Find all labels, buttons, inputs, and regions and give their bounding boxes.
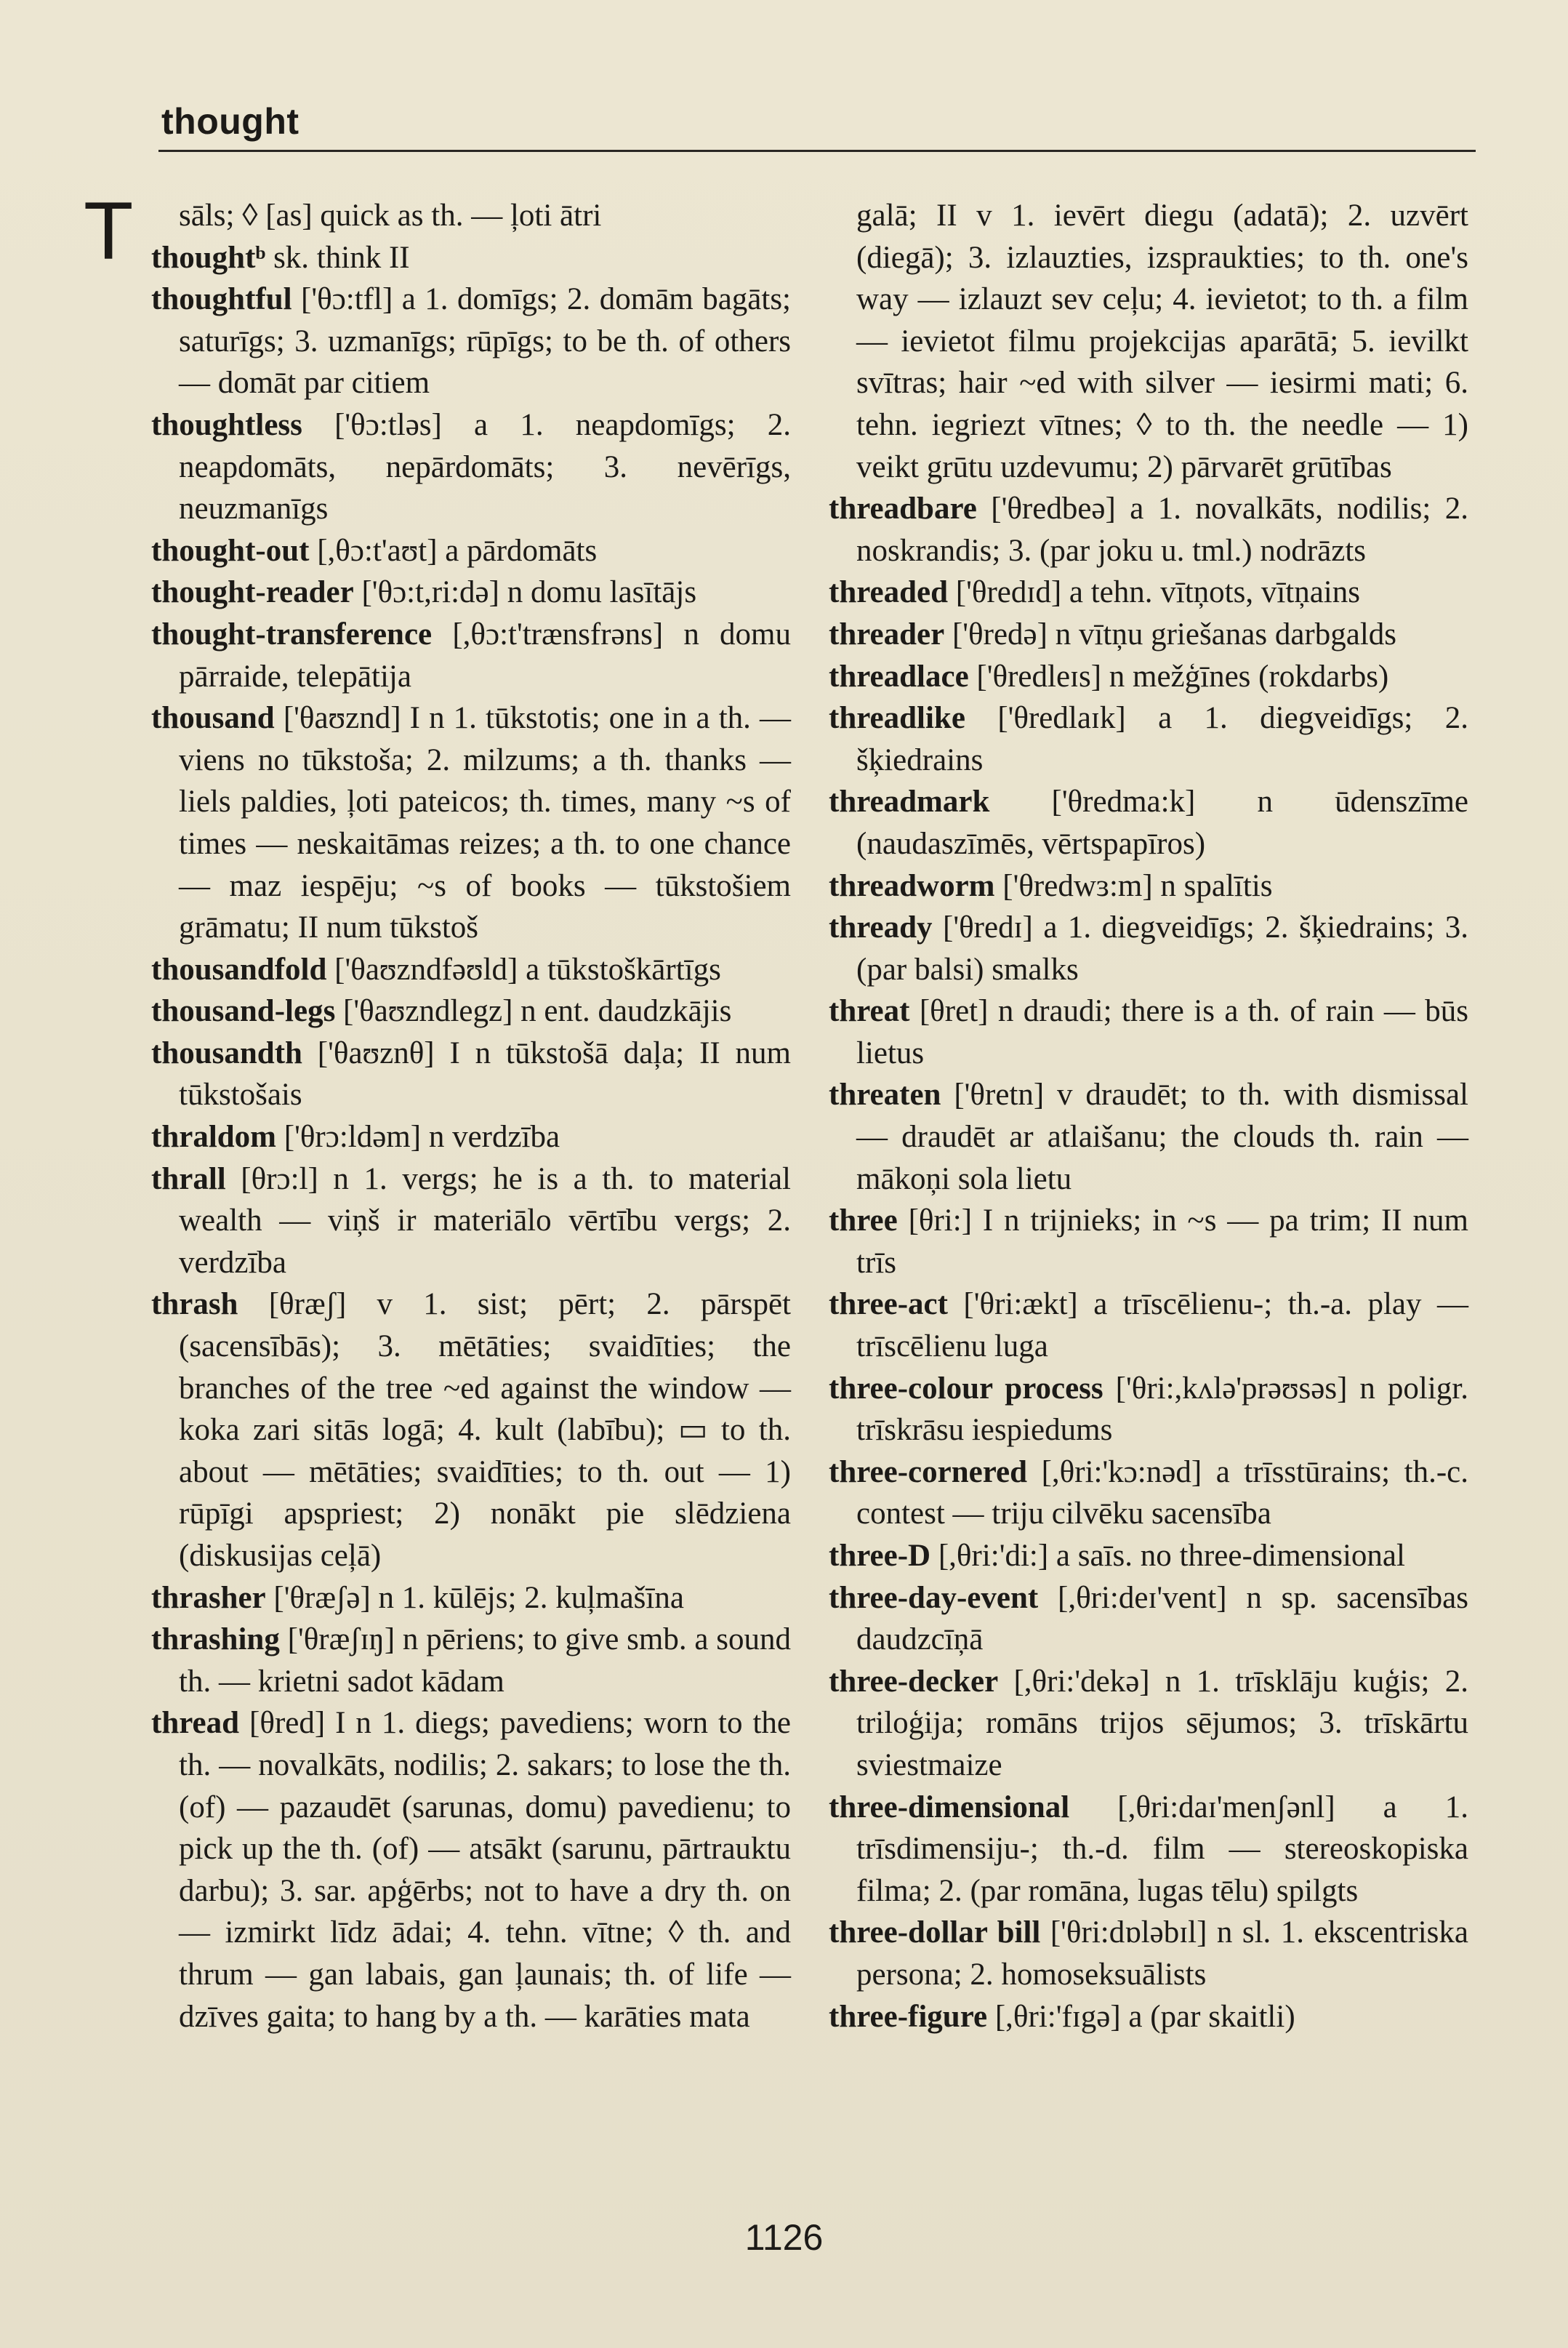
dictionary-entry bbox=[829, 697, 1468, 781]
entry-definition: ['θɔ:t,ri:də] n domu lasītājs bbox=[353, 575, 697, 610]
entry-headword: thready bbox=[829, 910, 933, 945]
left-column bbox=[151, 195, 791, 2038]
entry-headword: threaten bbox=[829, 1078, 941, 1113]
entry-headword: thrash bbox=[151, 1287, 238, 1322]
dictionary-entry bbox=[151, 572, 791, 614]
entry-definition: ['θaʊznθ] I n tūkstošā daļa; II num tūkstošais bbox=[179, 1035, 791, 1113]
dictionary-entry bbox=[829, 865, 1468, 907]
entry-definition: ['θaʊzndlegz] n ent. daudzkājis bbox=[335, 994, 732, 1029]
entry-definition: [θræʃ] v 1. sist; pērt; 2. pārspēt (sacensībās); 3. mētāties; svaidīties; the branches of the tree ~ed against the window — koka zari sitās logā; 4. kult (labību); ▭ to th. about — mētāties; svaidīties; to th. out — 1) rūpīgi apspriest; 2) nonākt pie slēdziena (diskusijas ceļā) bbox=[179, 1287, 791, 1573]
entry-definition: ['θræʃə] n 1. kūlējs; 2. kuļmašīna bbox=[265, 1580, 684, 1615]
entry-definition: [θri:] I n trijnieks; in ~s — pa trim; II num trīs bbox=[856, 1203, 1468, 1280]
dictionary-entry bbox=[829, 1787, 1468, 1912]
entry-definition: ['θri:dɒləbɪl] n sl. 1. ekscentriska persona; 2. homoseksuālists bbox=[856, 1915, 1469, 1992]
entry-definition: ['θræʃɪŋ] n pēriens; to give smb. a sound th. — krietni sadot kādam bbox=[179, 1622, 791, 1699]
dictionary-entry bbox=[151, 1702, 791, 2038]
entry-definition: ['θaʊznd] I n 1. tūkstotis; one in a th. — viens no tūkstoša; 2. milzums; a th. thanks — liels paldies, ļoti pateicos; th. times, many ~s of times — neskaitāmas reizes; a th. to one chance — maz iespēju; ~s of books — tūkstošiem grāmatu; II num tūkstoš bbox=[179, 701, 791, 945]
running-head: thought bbox=[161, 101, 299, 142]
entry-headword: threat bbox=[829, 994, 910, 1029]
dictionary-entry bbox=[151, 990, 791, 1033]
entry-definition: [,θri:'fɪgə] a (par skaitli) bbox=[987, 1999, 1295, 2034]
entry-definition: [,θɔ:t'aʊt] a pārdomāts bbox=[309, 533, 598, 568]
entry-definition: ['θredbeə] a 1. novalkāts, nodilis; 2. noskrandis; 3. (par joku u. tml.) nodrāzts bbox=[856, 492, 1468, 568]
dictionary-entry bbox=[829, 1996, 1468, 2038]
entry-definition: ['θredə] n vītņu griešanas darbgalds bbox=[944, 617, 1396, 652]
entry-headword: thousandth bbox=[151, 1035, 302, 1070]
entry-headword: thoughtᵇ bbox=[151, 240, 266, 275]
entry-headword: thought-reader bbox=[151, 575, 354, 610]
entry-headword: three-dimensional bbox=[829, 1790, 1070, 1824]
entry-headword: thoughtful bbox=[151, 282, 292, 317]
dictionary-entry bbox=[151, 1158, 791, 1284]
dictionary-entry bbox=[829, 1283, 1468, 1367]
dictionary-entry bbox=[829, 572, 1468, 614]
entry-headword: thread bbox=[151, 1706, 240, 1741]
entry-definition: sk. think II bbox=[265, 240, 410, 275]
entry-definition: [,θri:'kɔ:nəd] a trīsstūrains; th.-c. contest — triju cilvēku sacensība bbox=[856, 1454, 1468, 1531]
dictionary-entry bbox=[151, 1116, 791, 1158]
entry-definition: galā; II v 1. ievērt diegu (adatā); 2. uzvērt (diegā); 3. izlauzties, izspraukties; to th. one's way — izlauzt sev ceļu; 4. ievietot; to th. a film — ievietot filmu projekcijas aparātā; 5. ievilkt svītras; hair ~ed with silver — iesirmi mati; 6. tehn. iegriezt vītnes; ◊ to th. the needle — 1) veikt grūtu uzdevumu; 2) pārvarēt grūtības bbox=[856, 199, 1468, 484]
dictionary-entry bbox=[151, 949, 791, 991]
entry-headword: thoughtless bbox=[151, 407, 302, 442]
dictionary-entry bbox=[829, 1200, 1468, 1283]
dictionary-entry bbox=[151, 1619, 791, 1702]
dictionary-entry bbox=[829, 1577, 1468, 1661]
dictionary-entry bbox=[829, 990, 1468, 1074]
dictionary-entry bbox=[151, 279, 791, 404]
entry-definition: ['θredleɪs] n mežģīnes (rokdarbs) bbox=[968, 659, 1389, 694]
entry-definition: ['θɔ:tfl] a 1. domīgs; 2. domām bagāts; saturīgs; 3. uzmanīgs; rūpīgs; to be th. of others — domāt par citiem bbox=[179, 282, 791, 401]
dictionary-entry bbox=[829, 907, 1468, 990]
entry-headword: three-dollar bill bbox=[829, 1915, 1041, 1950]
entry-headword: thrashing bbox=[151, 1622, 280, 1657]
entry-headword: three-decker bbox=[829, 1664, 999, 1699]
thumb-index-letter: T bbox=[84, 185, 134, 276]
dictionary-entry bbox=[151, 614, 791, 697]
dictionary-entry bbox=[829, 1451, 1468, 1535]
entry-headword: threadbare bbox=[829, 492, 977, 526]
page-number: 1126 bbox=[744, 2217, 824, 2258]
dictionary-entry bbox=[829, 1368, 1468, 1451]
entry-headword: thrall bbox=[151, 1161, 226, 1196]
entry-definition: sāls; ◊ [as] quick as th. — ļoti ātri bbox=[179, 199, 602, 233]
entry-headword: thousandfold bbox=[151, 952, 327, 987]
dictionary-entry bbox=[829, 1912, 1468, 1995]
dictionary-entry bbox=[151, 697, 791, 949]
entry-headword: three-day-event bbox=[829, 1580, 1039, 1615]
dictionary-entry bbox=[151, 195, 791, 237]
dictionary-entry bbox=[151, 530, 791, 572]
entry-headword: threadworm bbox=[829, 868, 995, 903]
entry-headword: thought-out bbox=[151, 533, 310, 568]
dictionary-entry bbox=[829, 1661, 1468, 1787]
dictionary-entry bbox=[151, 1577, 791, 1619]
dictionary-entry bbox=[151, 1033, 791, 1116]
dictionary-entry bbox=[829, 195, 1468, 488]
dictionary-entry bbox=[151, 237, 791, 279]
entry-headword: three-colour process bbox=[829, 1371, 1103, 1406]
entry-definition: ['θɔ:tləs] a 1. neapdomīgs; 2. neapdomāts, nepārdomāts; 3. nevērīgs, neuzmanīgs bbox=[179, 407, 791, 526]
entry-definition: [,θri:deɪ'vent] n sp. sacensības daudzcīņā bbox=[856, 1580, 1468, 1657]
entry-headword: threadmark bbox=[829, 785, 990, 820]
entry-definition: [θrɔ:l] n 1. vergs; he is a th. to material wealth — viņš ir materiālo vērtību vergs; 2. verdzība bbox=[179, 1161, 791, 1280]
entry-headword: threadlike bbox=[829, 701, 965, 736]
entry-headword: three-cornered bbox=[829, 1454, 1028, 1489]
entry-definition: [,θɔ:t'trænsfrəns] n domu pārraide, telepātija bbox=[179, 617, 791, 694]
dictionary-entry bbox=[829, 656, 1468, 698]
entry-definition: ['θretn] v draudēt; to th. with dismissal — draudēt ar atlaišanu; the clouds th. rain — mākoņi sola lietu bbox=[856, 1078, 1468, 1196]
entry-definition: ['θredma:k] n ūdenszīme (naudaszīmēs, vērtspapīros) bbox=[856, 785, 1468, 861]
entry-definition: ['θredɪd] a tehn. vītņots, vītņains bbox=[948, 575, 1360, 610]
dictionary-entry bbox=[829, 614, 1468, 656]
dictionary-entry bbox=[151, 1283, 791, 1576]
entry-definition: [θred] I n 1. diegs; pavediens; worn to the th. — novalkāts, nodilis; 2. sakars; to lose the th. (of) — pazaudēt (sarunas, domu) pavedienu; to pick up the th. (of) — atsākt (sarunu, pārtrauktu darbu); 3. sar. apģērbs; not to have a dry th. on — izmirkt līdz ādai; 4. tehn. vītne; ◊ th. and thrum — gan labais, gan ļaunais; th. of life — dzīves gaita; to hang by a th. — karāties mata bbox=[179, 1706, 791, 2034]
entry-headword: threaded bbox=[829, 575, 949, 610]
entry-definition: ['θredlaɪk] a 1. diegveidīgs; 2. šķiedrains bbox=[856, 701, 1468, 777]
entry-headword: three-act bbox=[829, 1287, 948, 1322]
entry-definition: [θret] n draudi; there is a th. of rain — būs lietus bbox=[856, 994, 1468, 1070]
entry-headword: thousand-legs bbox=[151, 994, 336, 1029]
entry-definition: ['θri:,kʌlə'prəʊsəs] n poligr. trīskrāsu iespiedums bbox=[856, 1371, 1469, 1448]
entry-definition: ['θrɔ:ldəm] n verdzība bbox=[276, 1120, 560, 1155]
entry-headword: three-figure bbox=[829, 1999, 988, 2034]
entry-headword: thought-transference bbox=[151, 617, 433, 652]
entry-headword: thraldom bbox=[151, 1120, 276, 1155]
entry-definition: [,θri:'dekə] n 1. trīsklāju kuģis; 2. triloģija; romāns trijos sējumos; 3. trīskārtu sviestmaize bbox=[856, 1664, 1468, 1782]
entry-definition: ['θri:ækt] a trīscēlienu-; th.-a. play — trīscēlienu luga bbox=[856, 1287, 1468, 1364]
dictionary-entry bbox=[151, 404, 791, 530]
entry-definition: ['θaʊzndfəʊld] a tūkstoškārtīgs bbox=[326, 952, 721, 987]
header-rule bbox=[158, 150, 1476, 152]
entry-definition: [,θri:'di:] a saīs. no three-dimensional bbox=[930, 1539, 1405, 1573]
dictionary-entry bbox=[829, 1535, 1468, 1577]
entry-definition: ['θredɪ] a 1. diegveidīgs; 2. šķiedrains; 3. (par balsi) smalks bbox=[856, 910, 1468, 987]
entry-headword: threader bbox=[829, 617, 945, 652]
dictionary-entry bbox=[829, 781, 1468, 865]
right-column bbox=[829, 195, 1468, 2038]
entry-headword: threadlace bbox=[829, 659, 969, 694]
entry-headword: three bbox=[829, 1203, 898, 1238]
entry-headword: three-D bbox=[829, 1539, 931, 1573]
dictionary-entry bbox=[829, 488, 1468, 572]
entry-headword: thousand bbox=[151, 701, 275, 736]
entry-definition: ['θredwɜ:m] n spalītis bbox=[994, 868, 1273, 903]
entry-definition: [,θri:daɪ'menʃənl] a 1. trīsdimensiju-; th.-d. film — stereoskopiska filma; 2. (par romāna, lugas tēlu) spilgts bbox=[856, 1790, 1468, 1908]
entry-headword: thrasher bbox=[151, 1580, 266, 1615]
dictionary-entry bbox=[829, 1074, 1468, 1200]
